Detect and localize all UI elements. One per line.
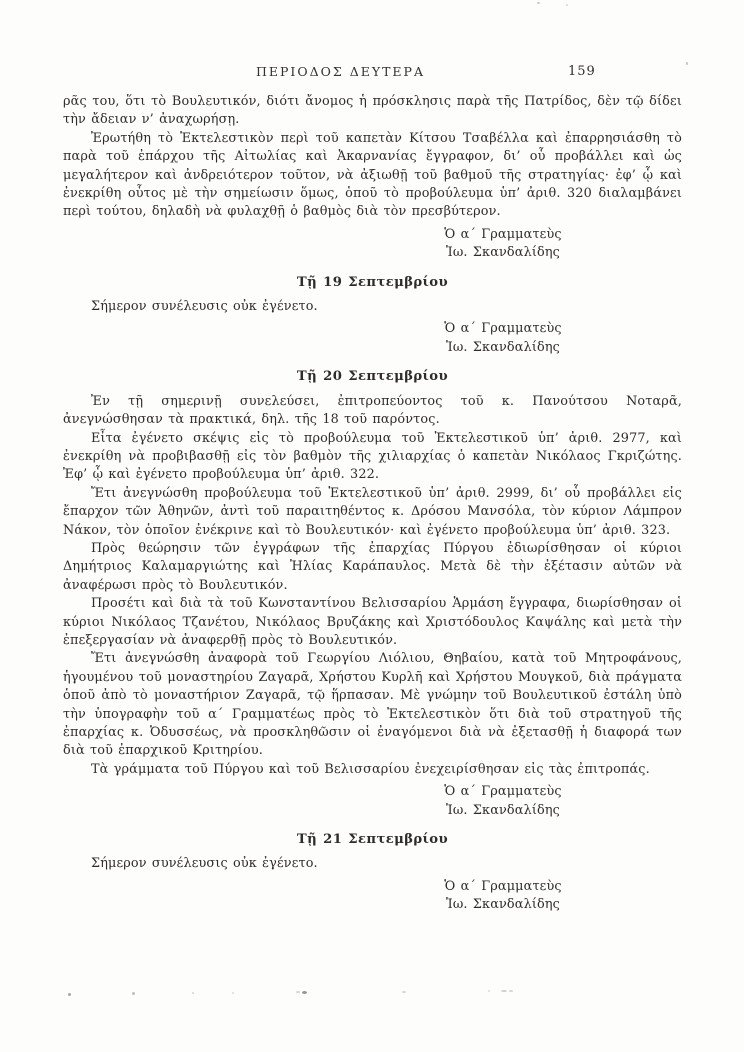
signature-block	[433, 878, 573, 915]
scan-speckle	[192, 992, 194, 994]
page-text	[63, 93, 682, 919]
scan-speckle	[566, 4, 568, 6]
signature-role: Ὁ α΄ Γραμματεὺς	[444, 878, 562, 894]
scan-speckle	[488, 990, 490, 992]
signature-role: Ὁ α΄ Γραμματεὺς	[444, 784, 562, 800]
paragraph: Πρὸς θεώρησιν τῶν ἐγγράφων τῆς ἐπαρχίας Πύργου ἐδιωρίσθησαν οἱ κύριοι Δημήτριος Καλαμαργιώτης καὶ Ἠλίας Καράπαυλος. Μετὰ δὲ τὴν ἐξέτασιν αὐτῶν νὰ ἀναφέρωσι πρὸς τὸ Βουλευτικόν.	[63, 540, 682, 593]
signature-name: Ἰω. Σκανδαλίδης	[446, 897, 560, 913]
scan-speckle	[686, 62, 688, 65]
paragraph: Ἐν τῇ σημερινῇ συνελεύσει, ἐπιτροπεύοντος τοῦ κ. Πανούτσου Νοταρᾶ, ἀνεγνώσθησαν τὰ πρακτικά, δηλ. τῆς 18 τοῦ παρόντος.	[63, 393, 682, 428]
section-heading-sep19: Τῇ 19 Σεπτεμβρίου	[296, 274, 449, 290]
scan-speckle	[296, 991, 300, 993]
page-header	[63, 64, 682, 84]
scan-speckle	[501, 990, 507, 992]
signature-role: Ὁ α΄ Γραμματεὺς	[444, 321, 562, 337]
scan-speckle	[232, 992, 234, 994]
scan-speckle	[509, 990, 513, 992]
signature-role: Ὁ α΄ Γραμματεὺς	[444, 226, 562, 242]
signature-block	[433, 226, 573, 263]
signature-block	[433, 320, 573, 357]
paragraph: Ἔτι ἀνεγνώσθη προβούλευμα τοῦ Ἐκτελεστικοῦ ὑπ’ ἀριθ. 2999, δι’ οὗ προβάλλει εἰς ἔπαρχον τῶν Ἀθηνῶν, ἀντὶ τοῦ παραιτηθέντος κ. Δρόσου Μανσόλα, τὸν κύριον Λάμπρον Νάκον, τὸν ὁποῖον ἐνέκρινε καὶ τὸ Βουλευτικόν· καὶ ἐγένετο προβούλευμα ὑπ’ ἀριθ. 323.	[63, 485, 682, 538]
scan-speckle	[132, 992, 135, 995]
signature-name: Ἰω. Σκανδαλίδης	[446, 802, 560, 818]
scan-speckle	[402, 991, 406, 993]
scan-speckle	[664, 95, 666, 98]
paragraph-continuation: ρᾶς του, ὅτι τὸ Βουλευτικόν, διότι ἄνομος ἡ πρόσκλησις παρὰ τῆς Πατρίδος, δὲν τῷ δίδει τὴν ἄδειαν ν’ ἀναχωρήσῃ.	[63, 94, 682, 128]
paragraph: Προσέτι καὶ διὰ τὰ τοῦ Κωνσταντίνου Βελισσαρίου Ἁρμάση ἔγγραφα, διωρίσθησαν οἱ κύριοι Νικόλαος Τζανέτου, Νικόλαος Βρυζάκης καὶ Χριστόδουλος Καψάλης καὶ μετὰ τὴν ἐπεξεργασίαν νὰ ἀναφερθῇ πρὸς τὸ Βουλευτικόν.	[63, 596, 682, 648]
paragraph: Σήμερον συνέλευσις οὐκ ἐγένετο.	[91, 856, 318, 872]
section-heading-sep20: Τῇ 20 Σεπτεμβρίου	[296, 369, 449, 385]
scan-speckle	[302, 991, 307, 994]
paragraph: Σήμερον συνέλευσις οὐκ ἐγένετο.	[91, 299, 318, 315]
signature-block	[433, 783, 573, 820]
paragraph: Ἐρωτήθη τὸ Ἐκτελεστικὸν περὶ τοῦ καπετὰν Κίτσου Τσαβέλλα καὶ ἐπαρρησιάσθη τὸ παρὰ τοῦ ἐπάρχου τῆς Αἰτωλίας καὶ Ἀκαρνανίας ἔγγραφον, δι’ οὗ προβάλλει καὶ ὡς μεγαλήτερον καὶ ἀνδρειότερον τοῦτον, νὰ ἀξιωθῇ τοῦ βαθμοῦ τῆς στρατηγίας· ἐφ’ ᾧ καὶ ἐνεκρίθη οὗτος μὲ τὴν σημείωσιν ὅμως, ὁποῦ τὸ προβούλευμα ὑπ’ ἀριθ. 320 διαλαμβάνει περὶ τούτου, δηλαδὴ νὰ φυλαχθῇ ὁ βαθμὸς διὰ τὸν πρεσβύτερον.	[63, 130, 682, 220]
paragraph: Ἔτι ἀνεγνώσθη ἀναφορὰ τοῦ Γεωργίου Λιόλιου, Θηβαίου, κατὰ τοῦ Μητροφάνους, ἡγουμένου τοῦ μοναστηρίου Ζαγαρᾶ, Χρήστου Κυρλῆ καὶ Χρήστου Μουγκοῦ, διὰ πράγματα ὁποῦ ἀπὸ τὸ μοναστήριον Ζαγαρᾶ, τῷ ἥρπασαν. Μὲ γνώμην τοῦ Βουλευτικοῦ ἐστάλη ὑπὸ τὴν ὑπογραφὴν τοῦ α΄ Γραμματέως πρὸς τὸ Ἐκτελεστικὸν ὅτι διὰ τοῦ στρατηγοῦ τῆς ἐπαρχίας κ. Ὀδυσσέως, νὰ προσκληθῶσιν οἱ ἐναγόμενοι διὰ νὰ ἐξετασθῇ ἡ διαφορά των διὰ τοῦ ἐπαρχικοῦ Κριτηρίου.	[63, 651, 682, 759]
scan-speckle	[537, 2, 540, 4]
paragraph: Εἶτα ἐγένετο σκέψις εἰς τὸ προβούλευμα τοῦ Ἐκτελεστικοῦ ὑπ’ ἀριθ. 2977, καὶ ἐνεκρίθη νὰ προβιβασθῇ εἰς τὸν βαθμὸν τῆς χιλιαρχίας ὁ καπετὰν Νικόλαος Γκριζώτης. Ἐφ’ ᾧ καὶ ἐγένετο προβούλευμα ὑπ’ ἀριθ. 322.	[63, 430, 682, 483]
signature-name: Ἰω. Σκανδαλίδης	[446, 339, 560, 355]
signature-name: Ἰω. Σκανδαλίδης	[446, 245, 560, 261]
page-number: 159	[568, 64, 596, 79]
running-title: ΠΕΡΙΟΔΟΣ ΔΕΥΤΕΡΑ	[255, 64, 425, 79]
scan-speckle	[68, 993, 71, 996]
paragraph: Τὰ γράμματα τοῦ Πύργου καὶ τοῦ Βελισσαρίου ἐνεχειρίσθησαν εἰς τὰς ἐπιτροπάς.	[91, 761, 650, 777]
section-heading-sep21: Τῇ 21 Σεπτεμβρίου	[296, 832, 449, 848]
